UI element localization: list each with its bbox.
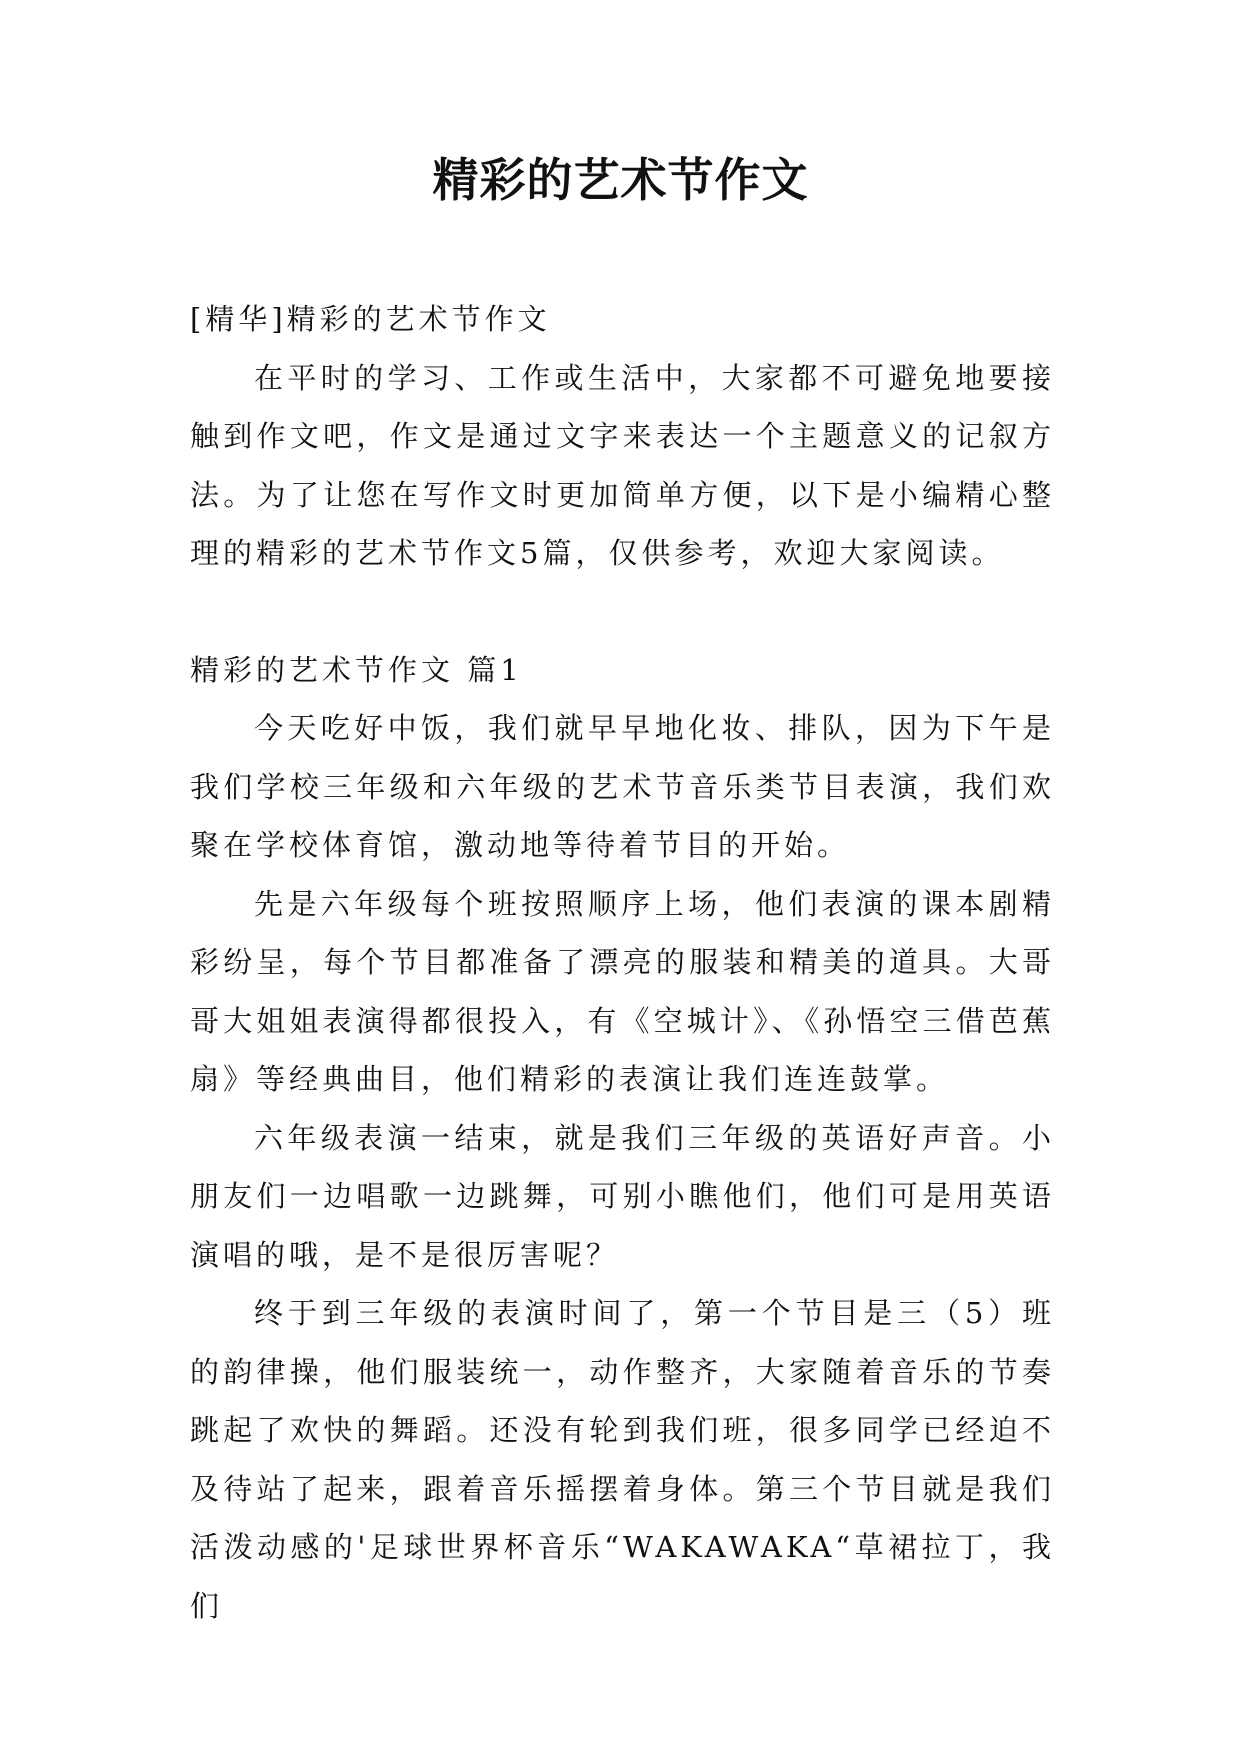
document-title: 精彩的艺术节作文 bbox=[432, 153, 809, 207]
body-paragraph: 先是六年级每个班按照顺序上场，他们表演的课本剧精彩纷呈，每个节目都准备了漂亮的服装和精美的道具。大哥哥大姐姐表演得都很投入，有《空城计》、《孙悟空三借芭蕉扇》等经典曲目，他们精彩的表演让我们连连鼓掌。 bbox=[190, 886, 1055, 1096]
body-paragraph: 今天吃好中饭，我们就早早地化妆、排队，因为下午是我们学校三年级和六年级的艺术节音乐类节目表演，我们欢聚在学校体育馆，激动地等待着节目的开始。 bbox=[190, 711, 1055, 862]
section-heading: 精彩的艺术节作文 篇1 bbox=[190, 652, 523, 687]
document-body bbox=[190, 290, 1055, 1635]
document-subtitle: [精华]精彩的艺术节作文 bbox=[190, 302, 551, 336]
body-paragraph: 终于到三年级的表演时间了，第一个节目是三（5）班的韵律操，他们服装统一，动作整齐，大家随着音乐的节奏跳起了欢快的舞蹈。还没有轮到我们班，很多同学已经迫不及待站了起来，跟着音乐摇摆着身体。第三个节目就是我们活泼动感的'足球世界杯音乐“WAKAWAKA“草裙拉丁，我们 bbox=[190, 1296, 1055, 1623]
intro-paragraph: 在平时的学习、工作或生活中，大家都不可避免地要接触到作文吧，作文是通过文字来表达一个主题意义的记叙方法。为了让您在写作文时更加简单方便，以下是小编精心整理的精彩的艺术节作文5篇，仅供参考，欢迎大家阅读。 bbox=[190, 360, 1055, 570]
body-paragraph: 六年级表演一结束，就是我们三年级的英语好声音。小朋友们一边唱歌一边跳舞，可别小瞧他们，他们可是用英语演唱的哦，是不是很厉害呢？ bbox=[190, 1120, 1055, 1272]
section-spacer bbox=[190, 583, 1055, 641]
